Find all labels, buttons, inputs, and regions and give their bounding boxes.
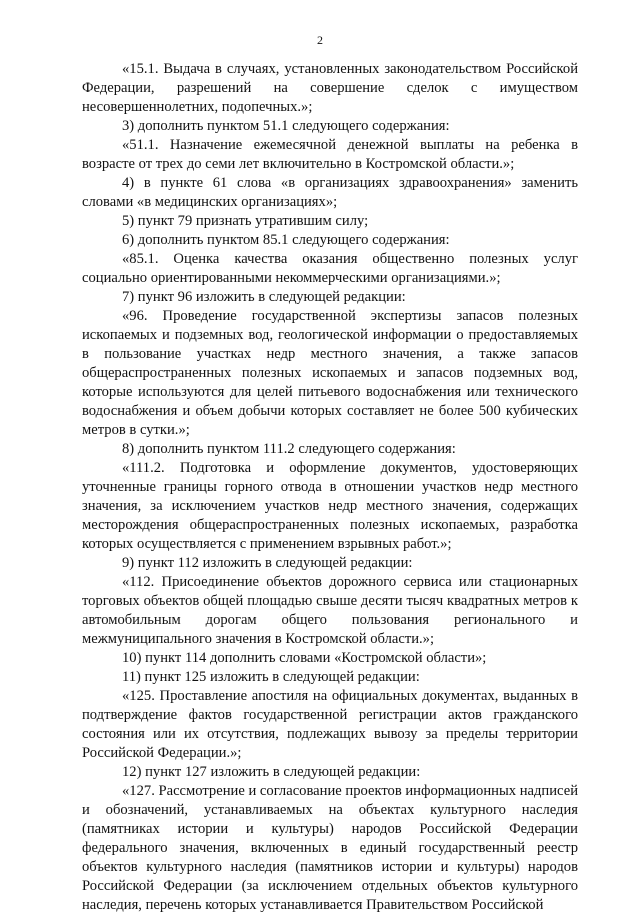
paragraph-item-11: 11) пункт 125 изложить в следующей редакции:	[122, 669, 420, 685]
paragraph-item-8: 8) дополнить пунктом 111.2 следующего содержания:	[122, 441, 456, 457]
paragraph-15-1: «15.1. Выдача в случаях, установленных законодательством Российской Федерации, разрешений на совершение сделок с имуществом несовершеннолетних, подопечных.»;	[82, 61, 578, 115]
paragraph-85-1: «85.1. Оценка качества оказания общественно полезных услуг социально ориентированными некоммерческими организациями.»;	[82, 251, 578, 286]
paragraph-51-1: «51.1. Назначение ежемесячной денежной выплаты на ребенка в возрасте от трех до семи лет включительно в Костромской области.»;	[82, 137, 578, 172]
paragraph-item-5: 5) пункт 79 признать утратившим силу;	[122, 213, 369, 229]
paragraph-112: «112. Присоединение объектов дорожного сервиса или стационарных торговых объектов общей площадью свыше десяти тысяч квадратных метров к автомобильным дорогам общего пользования регионального и межмуниципального значения в Костромской области.»;	[82, 574, 578, 647]
document-body	[82, 60, 578, 915]
page-number: 2	[317, 33, 323, 47]
paragraph-item-4: 4) в пункте 61 слова «в организациях здравоохранения» заменить словами «в медицинских организациях»;	[82, 175, 578, 210]
paragraph-item-6: 6) дополнить пунктом 85.1 следующего содержания:	[122, 232, 450, 248]
paragraph-item-3: 3) дополнить пунктом 51.1 следующего содержания:	[122, 118, 450, 134]
paragraph-item-9: 9) пункт 112 изложить в следующей редакции:	[122, 555, 413, 571]
paragraph-96: «96. Проведение государственной экспертизы запасов полезных ископаемых и подземных вод, геологической информации о предоставляемых в пользование участках недр местного значения, а также запасов общераспространенных полезных ископаемых и запасов подземных вод, которые используются для целей питьевого водоснабжения или технического водоснабжения и объем добычи которых составляет не более 500 кубических метров в сутки.»;	[82, 308, 578, 438]
paragraph-item-7: 7) пункт 96 изложить в следующей редакции:	[122, 289, 406, 305]
paragraph-111-2: «111.2. Подготовка и оформление документов, удостоверяющих уточненные границы горного отвода в отношении участков недр местного значения, за исключением участков недр местного значения, содержащих месторождения общераспространенных полезных ископаемых, разработка которых осуществляется с применением взрывных работ.»;	[82, 460, 578, 552]
paragraph-item-12: 12) пункт 127 изложить в следующей редакции:	[122, 764, 421, 780]
paragraph-item-10: 10) пункт 114 дополнить словами «Костромской области»;	[122, 650, 487, 666]
paragraph-125: «125. Проставление апостиля на официальных документах, выданных в подтверждение фактов государственной регистрации актов гражданского состояния или их отсутствия, подлежащих вывозу за пределы территории Российской Федерации.»;	[82, 688, 578, 761]
paragraph-127: «127. Рассмотрение и согласование проектов информационных надписей и обозначений, устанавливаемых на объектах культурного наследия (памятниках истории и культуры) народов Российской Федерации федерального значения, включенных в единый государственный реестр объектов культурного наследия (памятников истории и культуры) народов Российской Федерации (за исключением отдельных объектов культурного наследия, перечень которых устанавливается Правительством Российской	[82, 783, 578, 913]
